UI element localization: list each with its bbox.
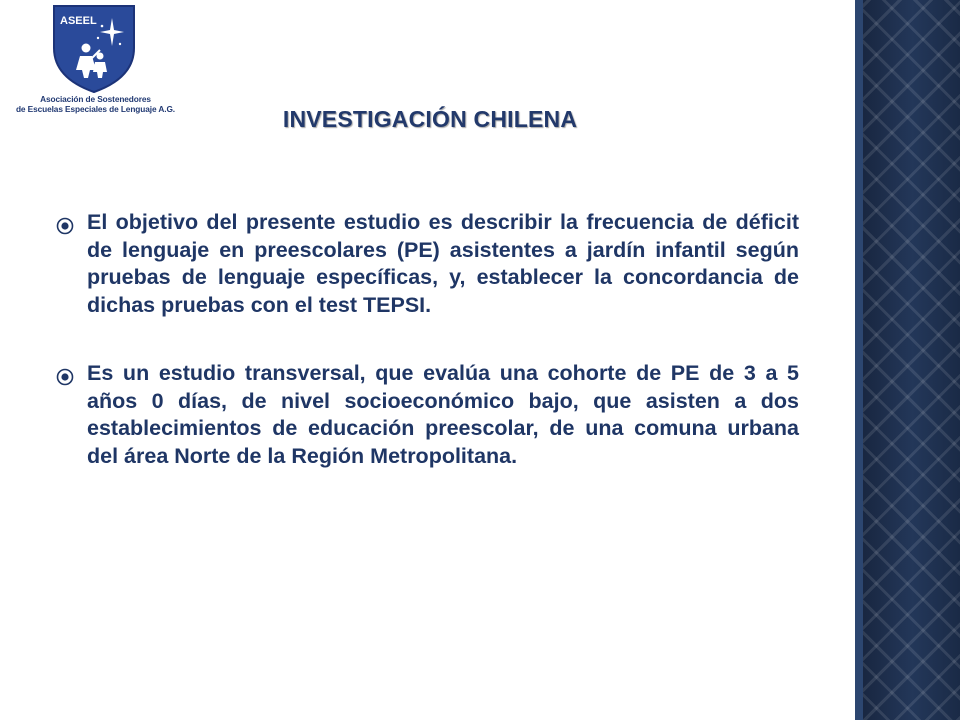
logo-brand: ASEEL — [60, 15, 97, 27]
aseel-logo — [8, 4, 183, 124]
decorative-side-panel — [855, 0, 960, 720]
bullet-item-objective — [55, 209, 799, 320]
circle-dot-bullet-icon — [55, 216, 75, 236]
shield-logo-icon — [50, 4, 138, 94]
logo-caption-line2: de Escuelas Especiales de Lenguaje A.G. — [15, 104, 176, 114]
bullet-text: Es un estudio transversal, que evalúa una cohorte de PE de 3 a 5 años 0 días, de nivel socioeconómico bajo, que asisten a dos establecimientos de educación preescolar, de una comuna urbana del área Norte de la Región Metropolitana. — [87, 360, 799, 468]
bullet-text: El objetivo del presente estudio es describir la frecuencia de déficit de lenguaje en preescolares (PE) asistentes a jardín infantil según pruebas de lenguaje específicas, y, establecer la concordancia de dichas pruebas con el test TEPSI. — [87, 210, 799, 318]
bullet-item-study-design — [55, 360, 799, 471]
side-panel-edge — [855, 0, 863, 720]
logo-caption — [8, 94, 183, 114]
logo-caption-line1: Asociación de Sostenedores — [40, 94, 151, 104]
circle-dot-bullet-icon — [55, 367, 75, 387]
slide-title: INVESTIGACIÓN CHILENA — [282, 106, 578, 132]
bullet-list — [55, 209, 799, 511]
